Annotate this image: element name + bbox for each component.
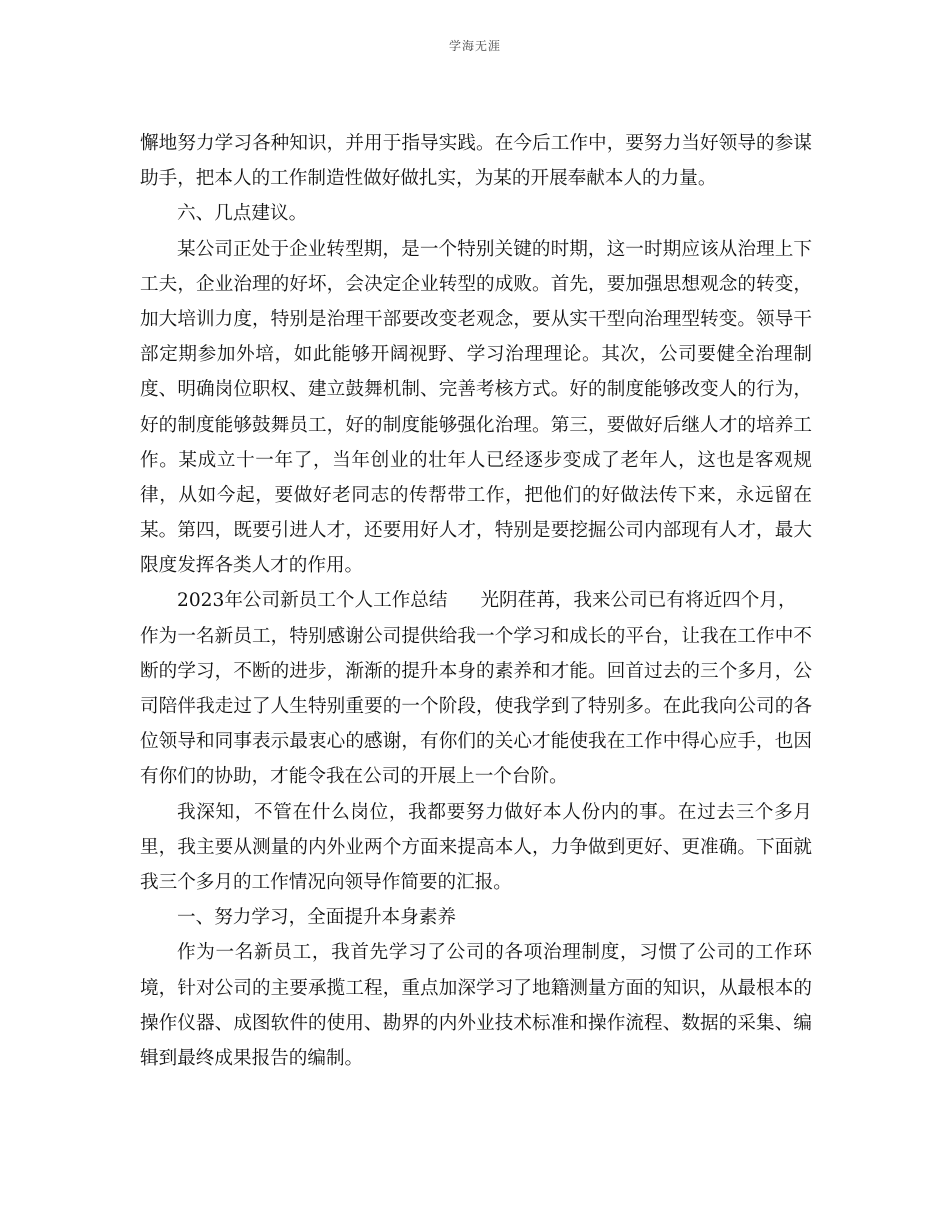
text-line: 懈地努力学习各种知识，并用于指导实践。在今后工作中，要努力当好领导的参谋 xyxy=(140,133,812,154)
text-line: 断的学习，不断的进步，渐渐的提升本身的素养和才能。回首过去的三个多月，公 xyxy=(140,660,812,682)
text-line: 位领导和同事表示最衷心的感谢，有你们的关心才能使我在工作中得心应手，也因 xyxy=(140,731,812,753)
article-title: 2023年公司新员工个人工作总结 xyxy=(177,590,448,612)
section-heading: 六、几点建议。 xyxy=(177,203,308,225)
section-heading: 一、努力学习，全面提升本身素养 xyxy=(177,907,456,929)
text-line: 度、明确岗位职权、建立鼓舞机制、完善考核方式。好的制度能够改变人的行为， xyxy=(140,379,812,401)
text-line: 助手，把本人的工作制造性做好做扎实，为某的开展奉献本人的力量。 xyxy=(140,168,717,190)
text-line: 操作仪器、成图软件的使用、勘界的内外业技术标准和操作流程、数据的采集、编 xyxy=(140,1012,812,1034)
text-line: 律，从如今起，要做好老同志的传帮带工作，把他们的好做法传下来，永远留在 xyxy=(140,484,812,506)
article-opening: 光阴荏苒，我来公司已有将近四个月， xyxy=(480,590,797,612)
text-line: 我深知，不管在什么岗位，我都要努力做好本人份内的事。在过去三个多月 xyxy=(177,801,812,823)
text-line: 里，我主要从测量的内外业两个方面来提高本人，力争做到更好、更准确。下面就 xyxy=(140,836,812,858)
text-line: 好的制度能够鼓舞员工，好的制度能够强化治理。第三，要做好后继人才的培养工 xyxy=(140,414,812,436)
text-line: 境，针对公司的主要承揽工程，重点加深学习了地籍测量方面的知识，从最根本的 xyxy=(140,977,812,999)
text-line: 有你们的协助，才能令我在公司的开展上一个台阶。 xyxy=(140,766,568,788)
text-line: 作。某成立十一年了，当年创业的壮年人已经逐步变成了老年人，这也是客观规 xyxy=(140,449,812,471)
text-line-title xyxy=(140,583,812,618)
text-line: 司陪伴我走过了人生特别重要的一个阶段，使我学到了特别多。在此我向公司的各 xyxy=(140,696,812,717)
text-line: 某公司正处于企业转型期，是一个特别关键的时期，这一时期应该从治理上下 xyxy=(177,238,812,260)
page-header: 学海无涯 xyxy=(448,39,501,53)
text-line: 部定期参加外培，如此能够开阔视野、学习治理理论。其次，公司要健全治理制 xyxy=(140,344,812,366)
document-body xyxy=(140,126,812,1076)
text-line: 限度发挥各类人才的作用。 xyxy=(140,555,364,577)
text-line: 我三个多月的工作情况向领导作简要的汇报。 xyxy=(140,871,512,893)
text-line: 作为一名新员工，我首先学习了公司的各项治理制度，习惯了公司的工作环 xyxy=(177,942,812,964)
text-line: 工夫，企业治理的好坏，会决定企业转型的成败。首先，要加强思想观念的转变， xyxy=(140,273,812,295)
text-line: 辑到最终成果报告的编制。 xyxy=(140,1047,364,1069)
text-line: 作为一名新员工，特别感谢公司提供给我一个学习和成长的平台，让我在工作中不 xyxy=(140,625,812,647)
text-line: 加大培训力度，特别是治理干部要改变老观念，要从实干型向治理型转变。领导干 xyxy=(140,308,812,330)
text-line: 某。第四，既要引进人才，还要用好人才，特别是要挖掘公司内部现有人才，最大 xyxy=(140,520,812,542)
